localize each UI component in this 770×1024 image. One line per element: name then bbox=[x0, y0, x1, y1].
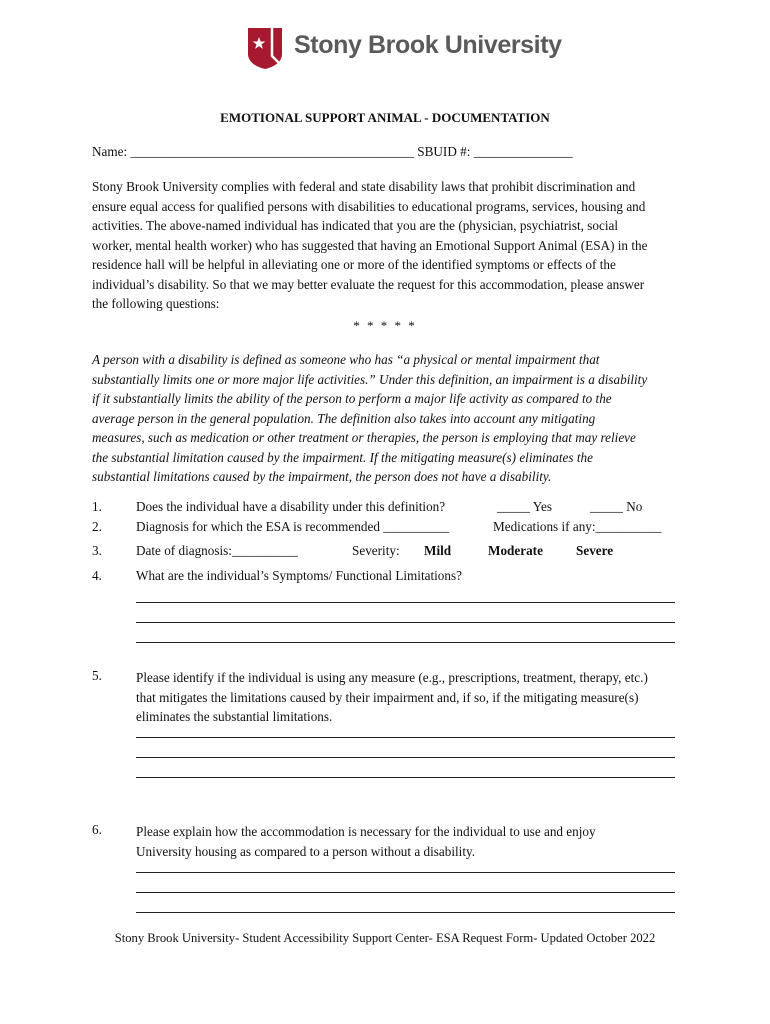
definition-line: substantially limits one or more major life activities.” Under this definition, an impairment is a disability bbox=[92, 371, 648, 387]
definition-line: A person with a disability is defined as someone who has “a physical or mental impairment that bbox=[92, 352, 600, 367]
question-text bbox=[136, 822, 596, 861]
shield-icon bbox=[246, 26, 286, 70]
severity-mild-option[interactable]: Mild bbox=[424, 543, 452, 558]
intro-line: individual’s disability. So that we may better evaluate the request for this accommodation, please answer bbox=[92, 276, 645, 292]
intro-line: residence hall will be helpful in alleviating one or more of the identified symptoms or effects of the bbox=[92, 257, 616, 272]
answer-line[interactable] bbox=[136, 892, 675, 893]
answer-line[interactable] bbox=[136, 602, 675, 603]
document-title: EMOTIONAL SUPPORT ANIMAL - DOCUMENTATION bbox=[220, 110, 550, 125]
question-line: Please identify if the individual is using any measure (e.g., prescriptions, treatment, therapy, etc.) bbox=[136, 670, 648, 685]
question-line: University housing as compared to a person without a disability. bbox=[136, 843, 476, 859]
intro-line: the following questions: bbox=[92, 296, 220, 311]
answer-line[interactable] bbox=[136, 737, 675, 738]
severity-severe-option[interactable]: Severe bbox=[576, 543, 614, 558]
intro-line: Stony Brook University complies with federal and state disability laws that prohibit discrimination and bbox=[92, 179, 636, 194]
definition-line: substantial limitations caused by the impairment, the person does not have a disability. bbox=[92, 469, 552, 484]
logo-wordmark: Stony Brook University bbox=[294, 31, 562, 59]
question-number: 6. bbox=[92, 822, 102, 837]
severity-label: Severity: bbox=[352, 543, 400, 558]
answer-line[interactable] bbox=[136, 757, 675, 758]
definition-line: the substantial limitation caused by the impairment. If the mitigating measure(s) eliminates the bbox=[92, 449, 593, 465]
question-text: Does the individual have a disability under this definition? bbox=[136, 499, 446, 514]
intro-line: worker, mental health worker) who has suggested that having an Emotional Support Animal (ESA) in the bbox=[92, 237, 648, 253]
question-line: that mitigates the limitations caused by their impairment and, if so, if the mitigating measure(s) bbox=[136, 689, 639, 705]
section-separator: * * * * * bbox=[353, 318, 417, 333]
name-sbuid-line: Name: ___________________________________________ SBUID #: _______________ bbox=[92, 144, 573, 159]
question-text bbox=[136, 668, 648, 727]
yes-option[interactable]: _____ Yes bbox=[497, 499, 552, 514]
definition-line: if it substantially limits the ability of the person to perform a major life activity as compared to the bbox=[92, 391, 612, 406]
intro-line: activities. The above-named individual has indicated that you are the (physician, psychiatrist, social bbox=[92, 218, 618, 233]
intro-line: ensure equal access for qualified persons with disabilities to educational programs, services, housing and bbox=[92, 198, 646, 214]
question-line: Please explain how the accommodation is necessary for the individual to use and enjoy bbox=[136, 824, 596, 839]
severity-moderate-option[interactable]: Moderate bbox=[488, 543, 543, 558]
medications-field[interactable]: Medications if any:__________ bbox=[493, 519, 662, 534]
question-number: 1. bbox=[92, 499, 102, 514]
question-number: 3. bbox=[92, 543, 102, 558]
diagnosis-date-field[interactable]: Date of diagnosis:__________ bbox=[136, 543, 298, 558]
page-footer: Stony Brook University- Student Accessibility Support Center- ESA Request Form- Updated October 2022 bbox=[114, 931, 656, 945]
definition-line: average person in the general population. The definition also takes into account any mitigating bbox=[92, 410, 596, 426]
intro-paragraph bbox=[92, 177, 687, 314]
answer-line[interactable] bbox=[136, 642, 675, 643]
answer-line[interactable] bbox=[136, 622, 675, 623]
definition-line: measures, such as medication or other treatment or therapies, the person is employing that may relieve bbox=[92, 430, 636, 445]
question-number: 4. bbox=[92, 568, 102, 583]
question-number: 2. bbox=[92, 519, 102, 534]
answer-line[interactable] bbox=[136, 872, 675, 873]
no-option[interactable]: _____ No bbox=[590, 499, 643, 514]
answer-line[interactable] bbox=[136, 777, 675, 778]
question-line: eliminates the substantial limitations. bbox=[136, 709, 333, 724]
question-text: What are the individual’s Symptoms/ Functional Limitations? bbox=[136, 568, 462, 583]
definition-paragraph bbox=[92, 350, 692, 487]
diagnosis-field[interactable]: Diagnosis for which the ESA is recommended __________ bbox=[136, 519, 450, 534]
answer-line[interactable] bbox=[136, 912, 675, 913]
question-number: 5. bbox=[92, 668, 102, 683]
